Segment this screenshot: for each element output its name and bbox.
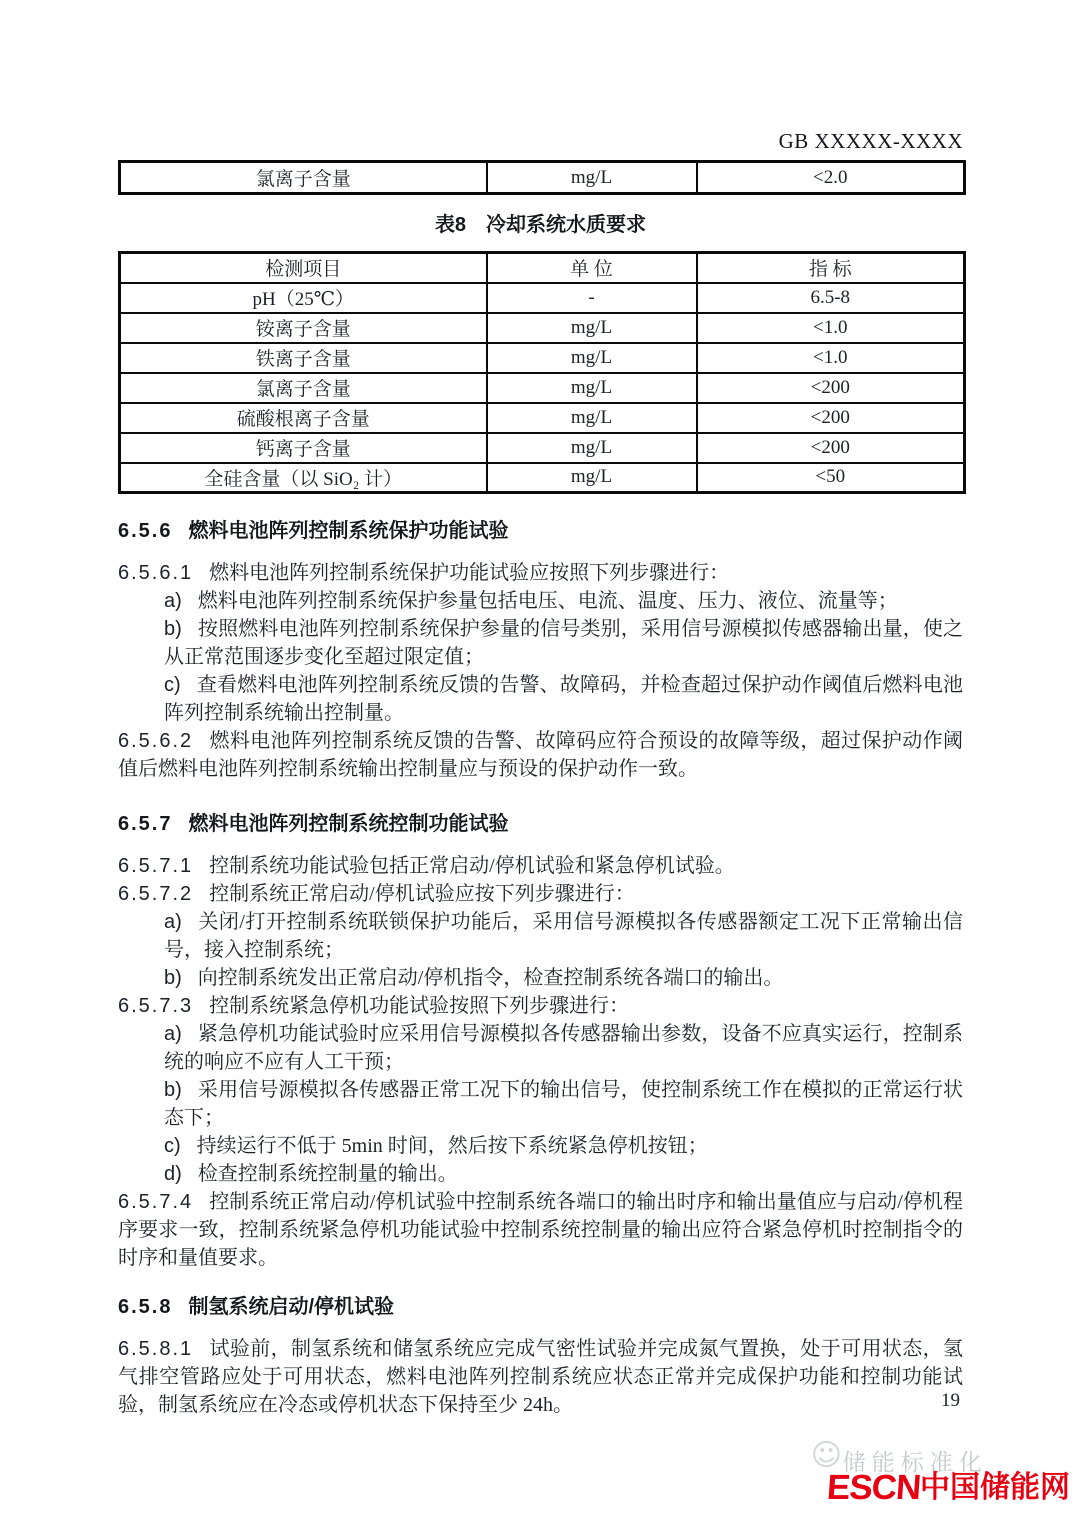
table-row [120,373,965,403]
list-item-b [118,1076,963,1132]
list-item-a [118,908,963,964]
list-item-c [118,1132,963,1160]
cell-unit: - [487,283,697,313]
cell-unit: mg/L [487,463,697,493]
col-header-item: 检测项目 [120,253,487,283]
escn-logo [810,1438,1070,1508]
list-text: 持续运行不低于 5min 时间，然后按下系统紧急停机按钮； [196,1135,708,1157]
clause-number: 6.5.7.4 [118,1191,194,1213]
cell-item: 铁离子含量 [120,343,487,373]
table-row [120,403,965,433]
list-item-a [118,1020,963,1076]
list-marker: b) [164,618,182,640]
escn-logo-chinese: 中国储能网 [920,1471,1070,1504]
cell-unit: mg/L [487,343,697,373]
page-number: 19 [941,1390,960,1411]
section-number: 6.5.6 [118,520,173,542]
clause-6-5-7-3 [118,992,963,1020]
cell-value: <200 [697,403,965,433]
cell-unit: mg/L [487,313,697,343]
table-row [120,283,965,313]
cell-unit: mg/L [487,373,697,403]
clause-text: 控制系统正常启动/停机试验应按下列步骤进行： [209,883,635,905]
list-marker: b) [164,967,182,989]
clause-text: 燃料电池阵列控制系统反馈的告警、故障码应符合预设的故障等级，超过保护动作阈值后燃料电池阵列控制系统输出控制量应与预设的保护动作一致。 [118,730,963,780]
list-marker: c) [164,674,181,696]
list-marker: a) [164,1023,182,1045]
clause-6-5-7-2 [118,880,963,908]
list-item-b [118,615,963,671]
list-text: 按照燃料电池阵列控制系统保护参量的信号类别，采用信号源模拟传感器输出量，使之从正常范围逐步变化至超过限定值； [164,618,963,668]
table-row [120,463,965,493]
watermark-text: 储能标准化 [842,1449,988,1475]
cell-item: 钙离子含量 [120,433,487,463]
list-text: 采用信号源模拟各传感器正常工况下的输出信号，使控制系统工作在模拟的正常运行状态下； [164,1079,963,1129]
clause-number: 6.5.7.3 [118,995,194,1017]
list-marker: b) [164,1079,182,1101]
col-header-unit: 单 位 [487,253,697,283]
escn-logo-latin: ESCN [825,1468,922,1507]
table-row [120,162,965,194]
section-title: 制氢系统启动/停机试验 [188,1296,395,1318]
list-text: 燃料电池阵列控制系统保护参量包括电压、电流、温度、压力、液位、流量等； [197,590,898,612]
list-marker: c) [164,1135,181,1157]
clause-text: 控制系统紧急停机功能试验按照下列步骤进行： [209,995,630,1017]
clause-text: 控制系统正常启动/停机试验中控制系统各端口的输出时序和输出量值应与启动/停机程序要求一致，控制系统紧急停机功能试验中控制系统控制量的输出应符合紧急停机时控制指令的时序和量值要求。 [118,1191,963,1269]
cell-value: <200 [697,433,965,463]
list-text: 查看燃料电池阵列控制系统反馈的告警、故障码，并检查超过保护动作阈值后燃料电池阵列控制系统输出控制量。 [164,674,963,724]
table-row [120,313,965,343]
table8-title: 表8 冷却系统水质要求 [434,214,647,236]
smiley-watermark-icon: ☺ [810,1438,843,1473]
clause-number: 6.5.7.1 [118,855,194,877]
list-item-b [118,964,963,992]
clause-6-5-7-1 [118,852,963,880]
list-text: 检查控制系统控制量的输出。 [197,1163,458,1185]
table-row [120,343,965,373]
cell-item: 铵离子含量 [120,313,487,343]
clause-number: 6.5.8.1 [118,1338,194,1360]
list-item-d [118,1160,963,1188]
cell-value: <50 [697,463,965,493]
col-header-value: 指 标 [697,253,965,283]
clause-6-5-6-1 [118,559,963,587]
cell-item: 全硅含量（以 SiO₂ 计） [120,463,487,493]
doc-code-header: GB XXXXX-XXXX [778,129,963,153]
list-item-a [118,587,963,615]
cell-value: 6.5-8 [697,283,965,313]
page-content [118,128,963,1419]
cell-item: 硫酸根离子含量 [120,403,487,433]
section-heading-6-5-6 [118,518,963,544]
clause-text: 试验前，制氢系统和储氢系统应完成气密性试验并完成氮气置换，处于可用状态，氢气排空管路应处于可用状态，燃料电池阵列控制系统应状态正常并完成保护功能和控制功能试验，制氢系统应在冷态或停机状态下保持至少 24h。 [118,1338,963,1416]
table-row [120,433,965,463]
list-text: 关闭/打开控制系统联锁保护功能后，采用信号源模拟各传感器额定工况下正常输出信号，接入控制系统； [164,911,963,961]
clause-number: 6.5.7.2 [118,883,194,905]
clause-number: 6.5.6.2 [118,730,194,752]
table-header-row [120,253,965,283]
cell-value: <200 [697,373,965,403]
cell-value: <1.0 [697,343,965,373]
cell-unit: mg/L [487,162,697,194]
list-text: 紧急停机功能试验时应采用信号源模拟各传感器输出参数，设备不应真实运行，控制系统的响应不应有人工干预； [164,1023,963,1073]
cell-item: 氯离子含量 [120,162,487,194]
section-title: 燃料电池阵列控制系统保护功能试验 [188,520,509,542]
clause-number: 6.5.6.1 [118,562,194,584]
list-item-c [118,671,963,727]
cell-item: 氯离子含量 [120,373,487,403]
cell-item: pH（25℃） [120,283,487,313]
cell-value: <2.0 [697,162,965,194]
list-marker: d) [164,1163,182,1185]
cell-unit: mg/L [487,433,697,463]
clause-text: 控制系统功能试验包括正常启动/停机试验和紧急停机试验。 [209,855,735,877]
clause-6-5-8-1 [118,1335,963,1419]
clause-text: 燃料电池阵列控制系统保护功能试验应按照下列步骤进行： [209,562,730,584]
section-number: 6.5.7 [118,813,173,835]
table8-cooling-water-quality [118,251,966,494]
cell-value: <1.0 [697,313,965,343]
list-marker: a) [164,590,182,612]
clause-6-5-7-4 [118,1188,963,1272]
section-heading-6-5-8 [118,1294,963,1320]
section-heading-6-5-7 [118,811,963,837]
list-text: 向控制系统发出正常启动/停机指令，检查控制系统各端口的输出。 [197,967,784,989]
clause-6-5-6-2 [118,727,963,783]
list-marker: a) [164,911,182,933]
cell-unit: mg/L [487,403,697,433]
section-number: 6.5.8 [118,1296,173,1318]
section-title: 燃料电池阵列控制系统控制功能试验 [188,813,509,835]
water-quality-table-continuation [118,160,966,195]
